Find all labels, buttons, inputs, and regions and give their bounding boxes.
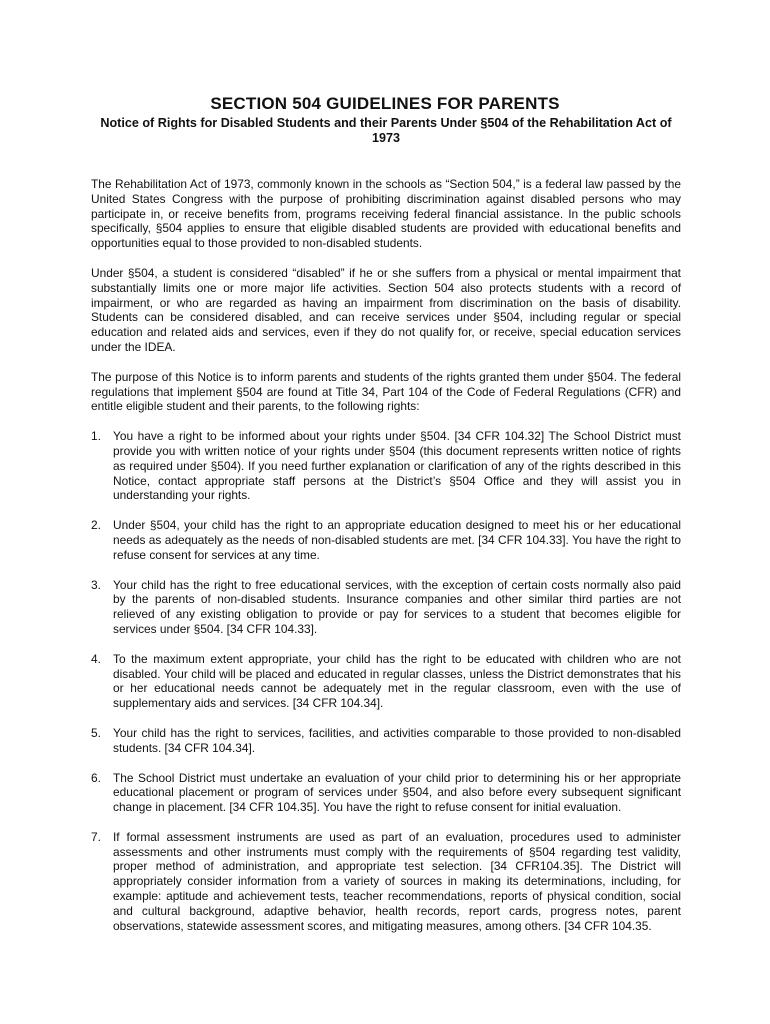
list-item-number: 2. [91,518,101,533]
list-item-text: Your child has the right to services, facilities, and activities comparable to those provided to non-disabled students. [34 CFR 104.34]. [113,725,681,755]
page-subtitle: Notice of Rights for Disabled Students and their Parents Under §504 of the Rehabilitation Act of 1973 [100,116,672,145]
list-item-number: 6. [91,770,101,785]
page-title: SECTION 504 GUIDELINES FOR PARENTS [210,94,560,113]
document-body [91,177,681,948]
list-item-text: Under §504, your child has the right to an appropriate education designed to meet his or her educational needs as adequately as the needs of non-disabled students are met. [34 CFR 104.33]. You have the right to refuse consent for services at any time. [113,518,681,562]
list-item-number: 3. [91,577,101,592]
list-item-number: 4. [91,651,101,666]
list-item-number: 1. [91,429,101,444]
list-item [91,726,681,756]
disability-definition-paragraph: Under §504, a student is considered “disabled” if he or she suffers from a physical or mental impairment that substantially limits one or more major life activities. Section 504 also protects students with a record of impairment, or who are regarded as having an impairment from discrimination on the basis of disability. Students can be considered disabled, and can receive services under §504, including regular or special education and related aids and services, even if they do not qualify for, or receive, special education services under the IDEA. [91,265,681,354]
list-item-number: 5. [91,725,101,740]
list-item [91,652,681,711]
list-item-text: To the maximum extent appropriate, your child has the right to be educated with children who are not disabled. Your child will be placed and educated in regular classes, unless the District demonstrates that his or her educational needs cannot be adequately met in the regular classroom, even with the use of supplementary aids and services. [34 CFR 104.34]. [113,651,681,711]
rights-list [91,429,681,933]
list-item-number: 7. [91,829,101,844]
list-item-text: You have a right to be informed about your rights under §504. [34 CFR 104.32] The School District must provide you with written notice of your rights under §504 (this document represents written notice of rights as required under §504). If you need further explanation or clarification of any of the rights described in this Notice, contact appropriate staff persons at the District’s §504 Office and they will assist you in understanding your rights. [113,429,681,503]
list-item [91,578,681,637]
list-item-text: Your child has the right to free educational services, with the exception of certain costs normally also paid by the parents of non-disabled students. Insurance companies and other similar third parties are not relieved of any existing obligation to provide or pay for services to a student that becomes eligible for services under §504. [34 CFR 104.33]. [113,577,681,636]
list-item [91,771,681,815]
list-item-text: The School District must undertake an evaluation of your child prior to determining his or her appropriate educational placement or program of services under §504, and also before every subsequent significant change in placement. [34 CFR 104.35]. You have the right to refuse consent for initial evaluation. [113,770,681,815]
list-item-text: If formal assessment instruments are used as part of an evaluation, procedures used to administer assessments and other instruments must comply with the requirements of §504 regarding test validity, proper method of administration, and appropriate test selection. [34 CFR104.35]. The District will appropriately consider information from a variety of sources in making its determinations, including, for example: aptitude and achievement tests, teacher recommendations, reports of physical condition, social and cultural background, adaptive behavior, health records, report cards, progress notes, parent observations, statewide assessment scores, and mitigating measures, among others. [34 CFR 104.35. [113,829,681,933]
list-item [91,429,681,503]
list-item [91,830,681,934]
list-item [91,518,681,562]
intro-paragraph: The Rehabilitation Act of 1973, commonly known in the schools as “Section 504,” is a federal law passed by the United States Congress with the purpose of prohibiting discrimination against disabled persons who may participate in, or receive benefits from, programs receiving federal financial assistance. In the public schools specifically, §504 applies to ensure that eligible disabled students are provided with educational benefits and opportunities equal to those provided to non-disabled students. [91,177,681,251]
purpose-paragraph: The purpose of this Notice is to inform parents and students of the rights granted them under §504. The federal regulations that implement §504 are found at Title 34, Part 104 of the Code of Federal Regulations (CFR) and entitle eligible student and their parents, to the following rights: [91,369,681,414]
